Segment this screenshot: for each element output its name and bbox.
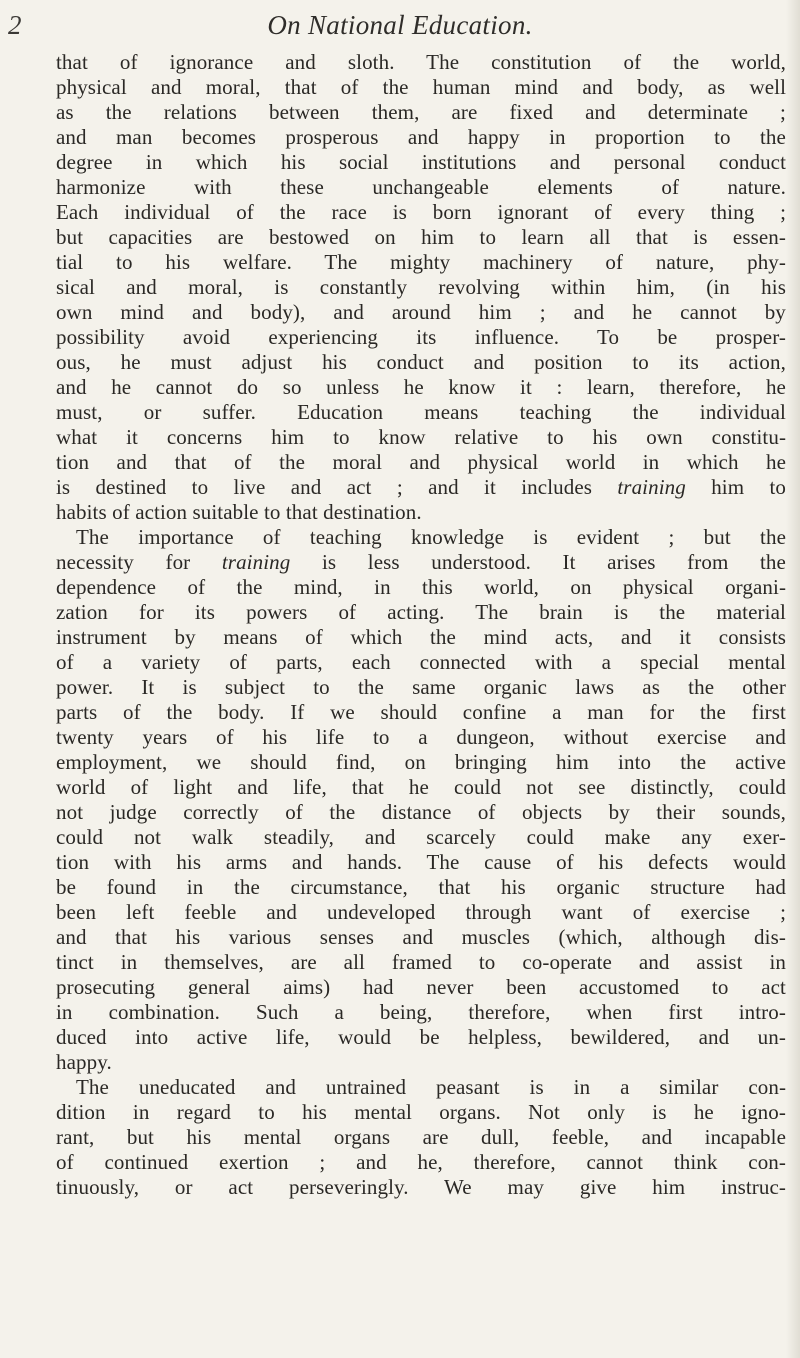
text-line: habits of action suitable to that destination. xyxy=(56,500,422,524)
text-line: possibility avoid experiencing its influence. To be prosper- xyxy=(56,325,786,349)
text-line: dependence of the mind, in this world, on physical organi- xyxy=(56,575,787,599)
text-line: must, or suffer. Education means teaching the individual xyxy=(56,400,786,424)
page-edge-shadow xyxy=(786,0,800,1358)
text-line: dition in regard to his mental organs. Not only is he igno- xyxy=(56,1100,786,1124)
text-line: instrument by means of which the mind acts, and it consists xyxy=(56,625,787,649)
text-line: harmonize with these unchangeable elements of nature. xyxy=(56,175,786,199)
body-text xyxy=(56,50,786,1200)
text-line: in combination. Such a being, therefore, when first intro- xyxy=(56,1000,786,1024)
page-number: 2 xyxy=(8,10,22,40)
text-line: necessity for training is less understood. It arises from the xyxy=(56,550,786,574)
text-line: employment, we should find, on bringing him into the active xyxy=(56,750,786,774)
text-line: world of light and life, that he could not see distinctly, could xyxy=(56,775,786,799)
text-line: Each individual of the race is born ignorant of every thing ; xyxy=(56,200,787,224)
text-line: power. It is subject to the same organic laws as the other xyxy=(56,675,786,699)
text-line: sical and moral, is constantly revolving within him, (in his xyxy=(56,275,786,299)
text-line: ous, he must adjust his conduct and position to its action, xyxy=(56,350,786,374)
text-line: of a variety of parts, each connected with a special mental xyxy=(56,650,786,674)
text-line: not judge correctly of the distance of objects by their sounds, xyxy=(56,800,787,824)
text-line: The uneducated and untrained peasant is in a similar con- xyxy=(76,1075,787,1099)
text-line: tial to his welfare. The mighty machinery of nature, phy- xyxy=(56,250,787,274)
text-line: tion and that of the moral and physical world in which he xyxy=(56,450,787,474)
text-line: be found in the circumstance, that his organic structure had xyxy=(56,875,786,899)
text-line: tinuously, or act perseveringly. We may give him instruc- xyxy=(56,1175,786,1199)
running-head xyxy=(0,10,800,46)
text-line: duced into active life, would be helpless, bewildered, and un- xyxy=(56,1025,786,1049)
text-line: physical and moral, that of the human mind and body, as well xyxy=(56,75,787,99)
text-line: The importance of teaching knowledge is evident ; but the xyxy=(76,525,786,549)
text-line: happy. xyxy=(56,1050,112,1074)
text-line: zation for its powers of acting. The brain is the material xyxy=(56,600,786,624)
text-line: parts of the body. If we should confine a man for the first xyxy=(56,700,786,724)
text-line: twenty years of his life to a dungeon, without exercise and xyxy=(56,725,786,749)
text-line: been left feeble and undeveloped through want of exercise ; xyxy=(56,900,786,924)
text-line: prosecuting general aims) had never been accustomed to act xyxy=(56,975,786,999)
text-line: is destined to live and act ; and it includes training him to xyxy=(56,475,787,499)
text-line: degree in which his social institutions and personal conduct xyxy=(56,150,787,174)
text-line: and he cannot do so unless he know it : learn, therefore, he xyxy=(56,375,786,399)
text-line: and man becomes prosperous and happy in proportion to the xyxy=(56,125,786,149)
text-line: own mind and body), and around him ; and he cannot by xyxy=(56,300,786,324)
running-title: On National Education. xyxy=(267,10,533,40)
text-line: but capacities are bestowed on him to learn all that is essen- xyxy=(56,225,786,249)
text-line: tinct in themselves, are all framed to co-operate and assist in xyxy=(56,950,786,974)
text-line: tion with his arms and hands. The cause of his defects would xyxy=(56,850,786,874)
text-line: of continued exertion ; and he, therefore, cannot think con- xyxy=(56,1150,786,1174)
text-line: and that his various senses and muscles (which, although dis- xyxy=(56,925,786,949)
text-line: could not walk steadily, and scarcely could make any exer- xyxy=(56,825,786,849)
text-line: as the relations between them, are fixed and determinate ; xyxy=(56,100,786,124)
text-line: what it concerns him to know relative to his own constitu- xyxy=(56,425,787,449)
text-line: rant, but his mental organs are dull, feeble, and incapable xyxy=(56,1125,786,1149)
text-line: that of ignorance and sloth. The constitution of the world, xyxy=(56,50,786,74)
